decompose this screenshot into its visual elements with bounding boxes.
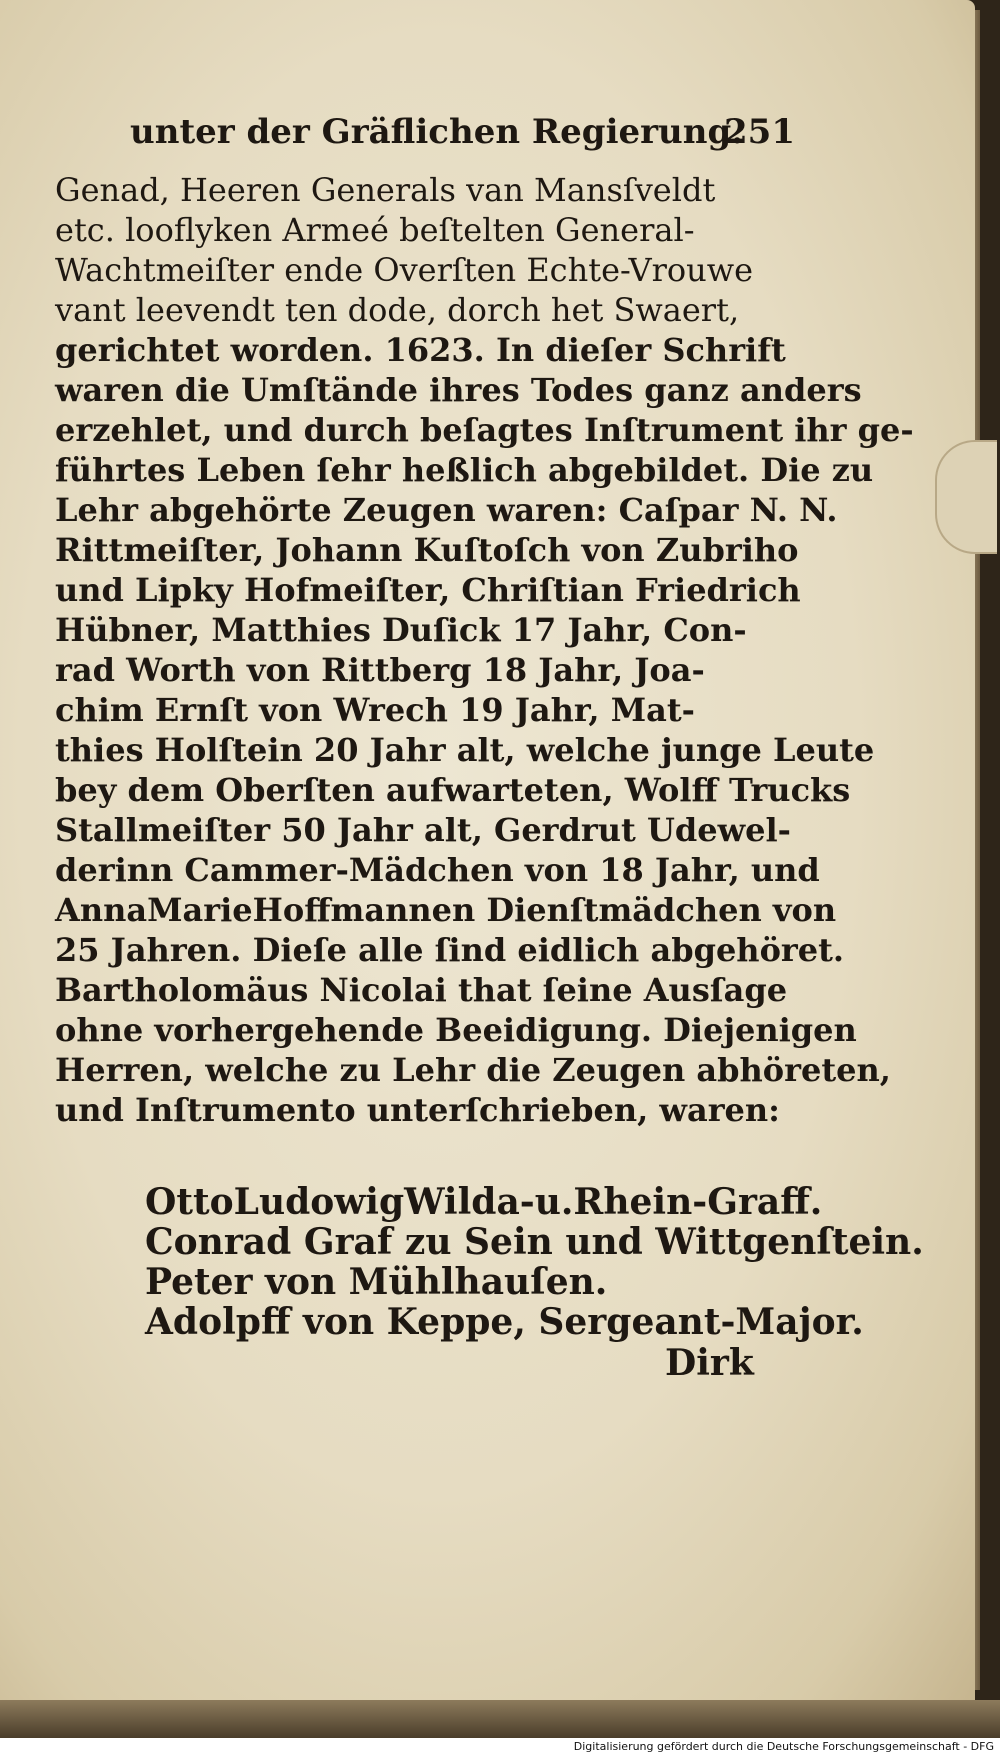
signature-line: Adolpff von Keppe, Sergeant-Major.	[145, 1301, 864, 1343]
signature-line: OttoLudowigWilda-u.Rhein-Graff.	[145, 1181, 823, 1223]
text-line: ohne vorhergehende Beeidigung. Diejenigen	[55, 1011, 857, 1049]
text-line: Wachtmeiſter ende Overſten Echte-Vrouwe	[55, 251, 754, 289]
text-line: thies Holſtein 20 Jahr alt, welche junge Leute	[55, 731, 875, 769]
text-line: Genad, Heeren Generals van Mansſveldt	[55, 171, 716, 209]
signature-line: Conrad Graf zu Sein und Wittgenſtein.	[145, 1221, 924, 1263]
page-tab	[935, 440, 997, 554]
page-number: 251	[724, 112, 795, 152]
text-line: Lehr abgehörte Zeugen waren: Caſpar N. N.	[55, 491, 838, 529]
signature-block	[55, 1181, 924, 1343]
text-line: Bartholomäus Nicolai that ſeine Ausſage	[55, 971, 788, 1009]
text-line: gerichtet worden. 1623. In dieſer Schrift	[55, 331, 786, 369]
text-line: führtes Leben ſehr heßlich abgebildet. Die zu	[55, 451, 874, 489]
text-line: und Inſtrumento unterſchrieben, waren:	[55, 1091, 780, 1129]
text-line: Herren, welche zu Lehr die Zeugen abhöreten,	[55, 1051, 891, 1089]
text-line: rad Worth von Rittberg 18 Jahr, Joa-	[55, 651, 705, 689]
text-line: Stallmeiſter 50 Jahr alt, Gerdrut Udewel-	[55, 811, 791, 849]
digitization-credit: Digitalisierung gefördert durch die Deutsche Forschungsgemeinschaft - DFG	[573, 1740, 994, 1753]
text-line: waren die Umſtände ihres Todes ganz anders	[55, 371, 862, 409]
bottom-shadow	[0, 1700, 1000, 1738]
text-line: etc. looflyken Armeé beſtelten General-	[55, 211, 695, 249]
text-line: bey dem Oberſten aufwarteten, Wolff Trucks	[55, 771, 851, 809]
section-gap	[55, 1130, 795, 1182]
body-paragraph	[55, 170, 914, 1130]
signature-line: Peter von Mühlhauſen.	[145, 1261, 608, 1303]
text-line: und Lipky Hofmeiſter, Chriſtian Friedrich	[55, 571, 801, 609]
catchword: Dirk	[665, 1342, 754, 1384]
text-line: chim Ernſt von Wrech 19 Jahr, Mat-	[55, 691, 695, 729]
running-head-title: unter der Gräflichen Regierung.	[130, 112, 744, 152]
page-text	[55, 100, 924, 1384]
text-line: derinn Cammer-Mädchen von 18 Jahr, und	[55, 851, 820, 889]
text-line: AnnaMarieHoffmannen Dienſtmädchen von	[55, 891, 837, 929]
running-head	[55, 100, 795, 170]
text-line: vant leevendt ten dode, dorch het Swaert,	[55, 291, 740, 329]
text-line: erzehlet, und durch beſagtes Inſtrument ihr ge-	[55, 411, 914, 449]
text-line: Rittmeiſter, Johann Kuſtoſch von Zubriho	[55, 531, 799, 569]
text-line: 25 Jahren. Dieſe alle ſind eidlich abgehöret.	[55, 931, 845, 969]
text-line: Hübner, Matthies Duſick 17 Jahr, Con-	[55, 611, 747, 649]
